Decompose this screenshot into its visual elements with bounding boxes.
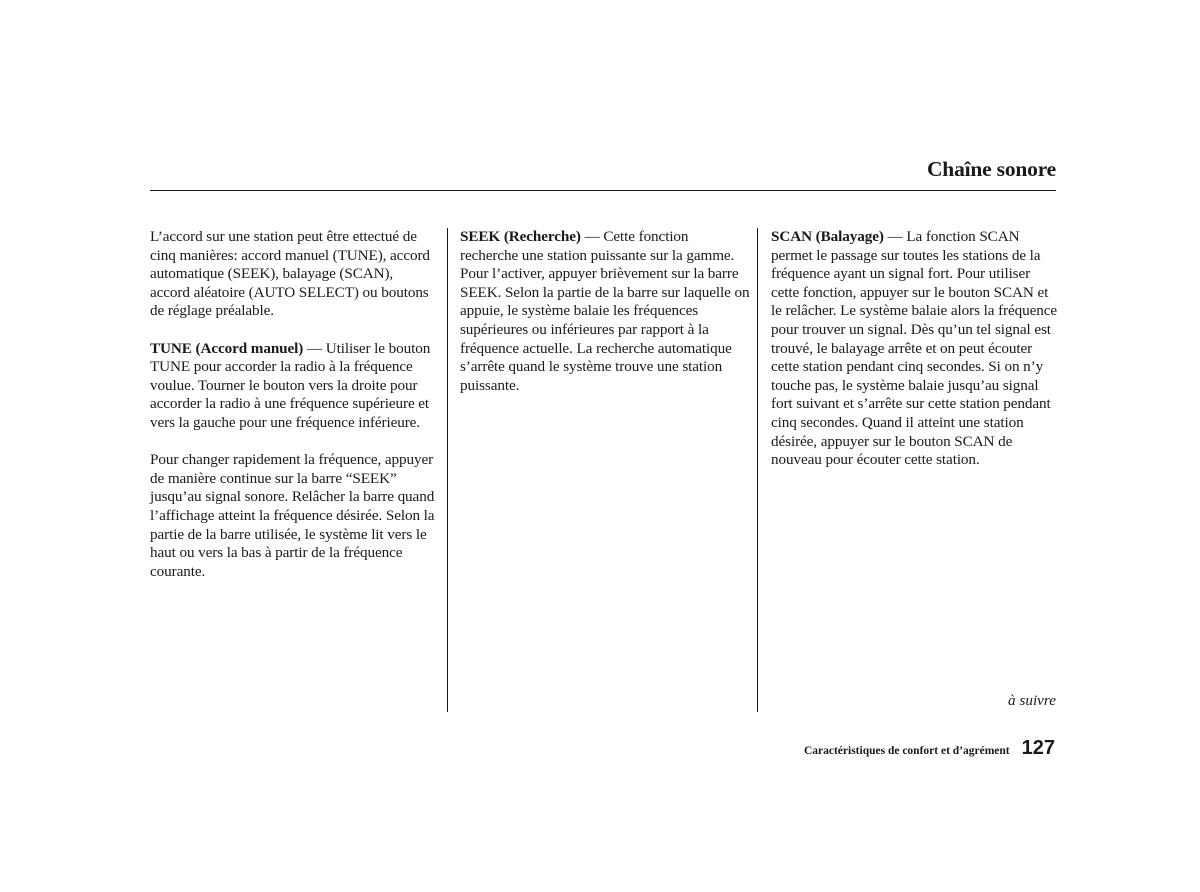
footer-section-title: Caractéristiques de confort et d’agrément [803,745,1010,757]
seek-dash: — [580,228,604,245]
seek-text: Cette fonction recherche une station puissante sur la gamme. Pour l’activer, appuyer brièvement sur la barre SEEK. Selon la partie de la barre sur laquelle on appuie, le système balaie les fréquences supérieures ou inférieures par rapport à la fréquence actuelle. La recherche automatique s’arrête quand le système trouve une station puissante. [460,228,750,394]
tune-term: TUNE (Accord manuel) [150,339,304,357]
seek-paragraph [460,228,750,395]
continued-label: à suivre [1008,692,1056,709]
scan-term: SCAN (Balayage) [771,228,884,245]
tune-text: Utiliser le bouton TUNE pour accorder la radio à la fréquence voulue. Tourner le bouton vers la droite pour accorder la radio à une fréquence supérieure et vers la gauche pour une fréquence inférieure. [150,339,431,431]
scan-paragraph [771,228,1061,470]
column-right [771,228,1061,488]
page-number: 127 [1021,737,1055,759]
scan-dash: — [883,228,907,245]
header-rule [150,190,1056,191]
column-middle [460,228,750,414]
intro-paragraph: L’accord sur une station peut être ettectué de cinq manières: accord manuel (TUNE), accord automatique (SEEK), balayage (SCAN), accord aléatoire (AUTO SELECT) ou boutons de réglage préalable. [150,228,430,320]
seek-term: SEEK (Recherche) [460,228,581,245]
column-divider-1 [447,228,448,712]
seek-tip-paragraph: Pour changer rapidement la fréquence, appuyer de manière continue sur la barre “SEEK” jusqu’au signal sonore. Relâcher la barre quand l’affichage atteint la fréquence désirée. Selon la partie de la barre utilisée, le système lit vers le haut ou vers la bas à partir de la fréquence courante. [150,451,435,580]
tune-paragraph [150,340,436,433]
scan-text: La fonction SCAN permet le passage sur toutes les stations de la fréquence ayant un signal fort. Pour utiliser cette fonction, appuyer sur le bouton SCAN et le relâcher. Le système balaie alors la fréquence pour trouver un signal. Dès qu’un tel signal est trouvé, le balayage arrête et on peut écouter cette station pendant cinq secondes. Si on n’y touche pas, le système balaie jusqu’au signal fort suivant et s’arrête sur cette station pendant cinq secondes. Quand il atteint une station désirée, appuyer sur le bouton SCAN de nouveau pour écouter cette station. [771,228,1058,469]
tune-dash: — [303,339,326,357]
page-footer [804,737,1055,760]
page-title: Chaîne sonore [926,157,1056,181]
column-divider-2 [757,228,758,712]
column-left [150,228,436,600]
